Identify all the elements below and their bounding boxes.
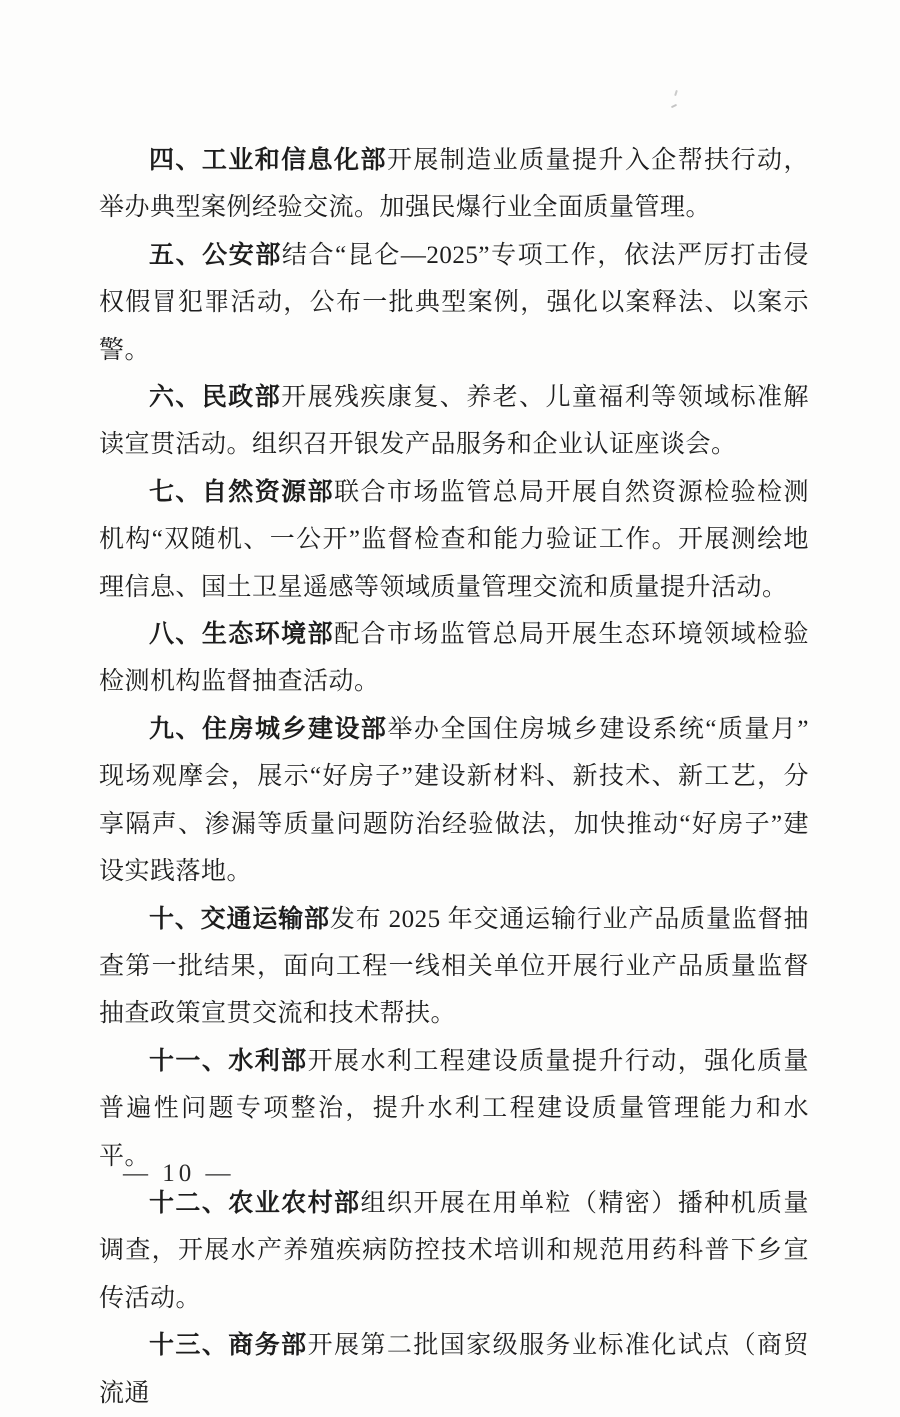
- ministry-name-bold: 四、工业和信息化部: [149, 146, 387, 174]
- paragraph-10: [99, 896, 809, 1038]
- paragraph-11: [99, 1038, 809, 1180]
- paragraph-12: [99, 1180, 809, 1322]
- scan-artifact: [674, 90, 678, 96]
- page-number: — 10 —: [123, 1160, 235, 1187]
- paragraph-text: 开展第二批国家级服务业标准化试点（商贸流通: [99, 1332, 809, 1407]
- paragraph-text: 开展制造业质量提升入企帮扶行动，举办典型案例经验交流。加强民爆行业全面质量管理。: [99, 147, 809, 222]
- paragraph-13: [99, 1322, 809, 1417]
- ministry-name-bold: 十一、水利部: [149, 1046, 308, 1075]
- ministry-name-bold: 五、公安部: [149, 240, 282, 269]
- paragraph-9: [99, 706, 809, 896]
- ministry-name-bold: 六、民政部: [149, 383, 282, 412]
- paragraph-7: [99, 469, 809, 611]
- paragraph-text: 联合市场监管总局开展自然资源检验检测机构“双随机、一公开”监督检查和能力验证工作。开展测绘地理信息、国土卫星遥感等领域质量管理交流和质量提升活动。: [99, 478, 809, 601]
- paragraph-text: 开展残疾康复、养老、儿童福利等领域标准解读宣贯活动。组织召开银发产品服务和企业认证座谈会。: [99, 384, 809, 459]
- paragraph-text: 开展水利工程建设质量提升行动，强化质量普遍性问题专项整治，提升水利工程建设质量管理能力和水平。: [99, 1047, 809, 1170]
- ministry-name-bold: 七、自然资源部: [149, 477, 335, 506]
- ministry-name-bold: 十、交通运输部: [149, 904, 330, 933]
- ministry-name-bold: 八、生态环境部: [149, 620, 335, 649]
- paragraph-text: 结合“昆仑—2025”专项工作，依法严厉打击侵权假冒犯罪活动，公布一批典型案例，强化以案释法、以案示警。: [99, 241, 809, 364]
- paragraph-8: [99, 611, 809, 706]
- scan-artifact: [671, 104, 677, 108]
- paragraph-5: [99, 232, 809, 374]
- ministry-name-bold: 九、住房城乡建设部: [149, 714, 388, 743]
- ministry-name-bold: 十三、商务部: [149, 1331, 308, 1360]
- paragraph-6: [99, 374, 809, 469]
- paragraph-text: 组织开展在用单粒（精密）播种机质量调查，开展水产养殖疾病防控技术培训和规范用药科普下乡宣传活动。: [99, 1189, 809, 1312]
- paragraph-text: 发布 2025 年交通运输行业产品质量监督抽查第一批结果，面向工程一线相关单位开展行业产品质量监督抽查政策宣贯交流和技术帮扶。: [99, 905, 809, 1028]
- paragraph-text: 配合市场监管总局开展生态环境领域检验检测机构监督抽查活动。: [99, 621, 809, 696]
- ministry-name-bold: 十二、农业农村部: [149, 1188, 361, 1217]
- paragraph-text: 举办全国住房城乡建设系统“质量月”现场观摩会，展示“好房子”建设新材料、新技术、新工艺，分享隔声、渗漏等质量问题防治经验做法，加快推动“好房子”建设实践落地。: [99, 715, 809, 886]
- document-body: [99, 137, 809, 1417]
- paragraph-4: [99, 137, 809, 232]
